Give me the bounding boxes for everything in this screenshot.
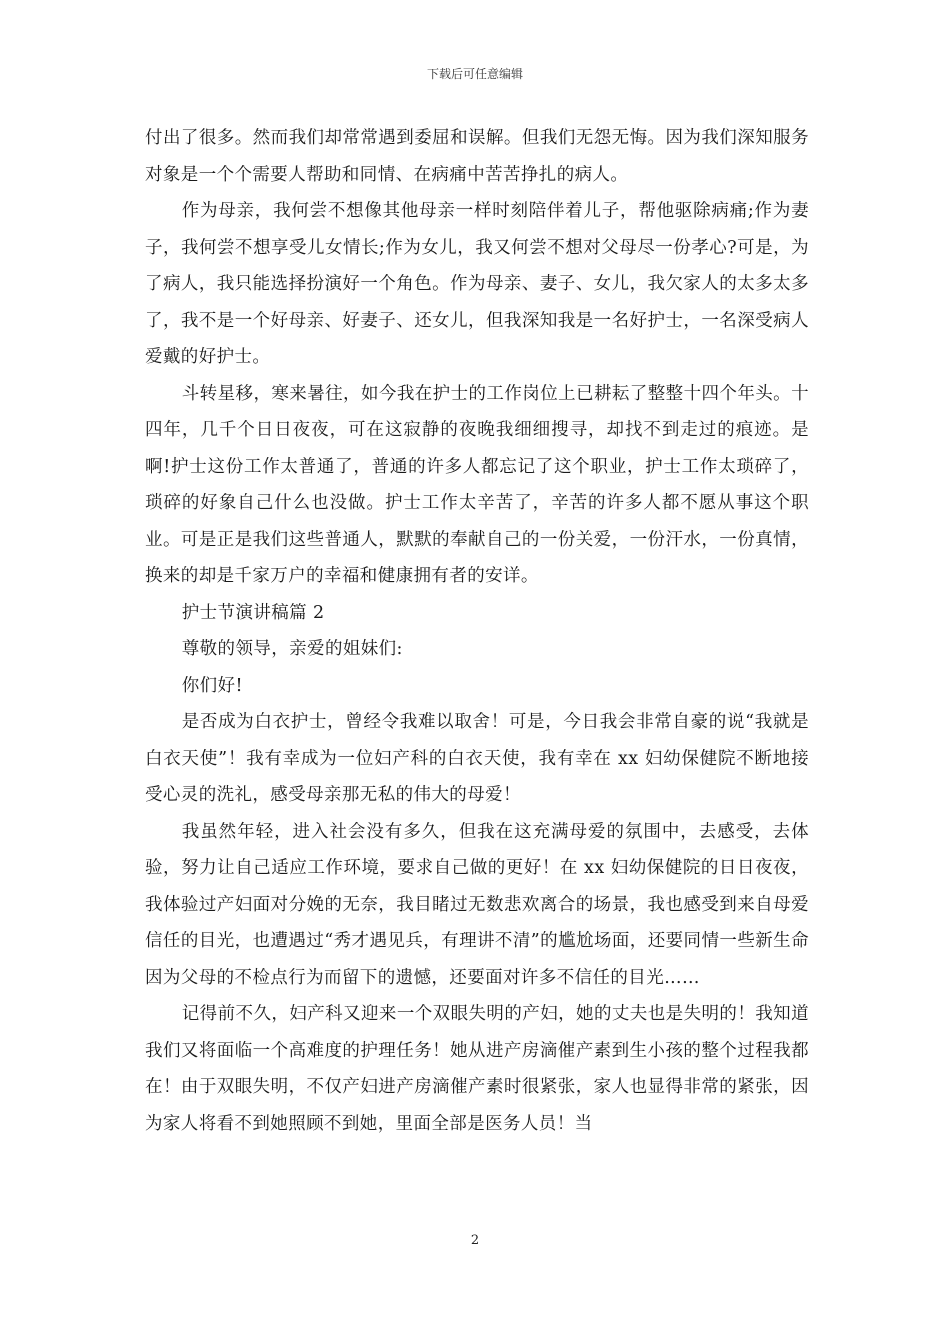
document-body [145, 120, 809, 1142]
paragraph: 记得前不久，妇产科又迎来一个双眼失明的产妇，她的丈夫也是失明的！我知道我们又将面临一个高难度的护理任务！她从进产房滴催产素到生小孩的整个过程我都在！由于双眼失明，不仅产妇进产房滴催产素时很紧张，家人也显得非常的紧张，因为家人将看不到她照顾不到她，里面全部是医务人员！当 [145, 1004, 809, 1134]
paragraph: 斗转星移，寒来暑往，如今我在护士的工作岗位上已耕耘了整整十四个年头。十四年，几千个日日夜夜，可在这寂静的夜晚我细细搜寻，却找不到走过的痕迹。是啊!护士这份工作太普通了，普通的许多人都忘记了这个职业，护士工作太琐碎了，琐碎的好象自己什么也没做。护士工作太辛苦了，辛苦的许多人都不愿从事这个职业。可是正是我们这些普通人，默默的奉献自己的一份关爱，一份汗水，一份真情，换来的却是千家万户的幸福和健康拥有者的安详。 [145, 383, 809, 586]
paragraph: 是否成为白衣护士，曾经令我难以取舍！可是，今日我会非常自豪的说“我就是白衣天使”！我有幸成为一位妇产科的白衣天使，我有幸在 xx 妇幼保健院不断地接受心灵的洗礼，感受母亲那无私的伟大的母爱！ [145, 712, 809, 805]
greeting: 你们好! [181, 675, 243, 696]
salutation: 尊敬的领导，亲爱的姐妹们: [181, 639, 403, 659]
paragraph: 我虽然年轻，进入社会没有多久，但我在这充满母爱的氛围中，去感受，去体验，努力让自己适应工作环境，要求自己做的更好！在 xx 妇幼保健院的日日夜夜，我体验过产妇面对分娩的无奈，我目睹过无数悲欢离合的场景，我也感受到来自母爱信任的目光，也遭遇过“秀才遇见兵，有理讲不清”的尴尬场面，还要同情一些新生命因为父母的不检点行为而留下的遗憾，还要面对许多不信任的目光…… [145, 821, 809, 988]
page-number: 2 [470, 1233, 480, 1248]
section-heading: 护士节演讲稿篇 2 [181, 602, 325, 623]
paragraph: 作为母亲，我何尝不想像其他母亲一样时刻陪伴着儿子，帮他驱除病痛;作为妻子，我何尝不想享受儿女情长;作为女儿，我又何尝不想对父母尽一份孝心?可是，为了病人，我只能选择扮演好一个角色。作为母亲、妻子、女儿，我欠家人的太多太多了，我不是一个好母亲、好妻子、还女儿，但我深知我是一名好护士，一名深受病人爱戴的好护士。 [145, 201, 809, 367]
page-header: 下载后可任意编辑 [426, 67, 523, 81]
paragraph: 付出了很多。然而我们却常常遇到委屈和误解。但我们无怨无悔。因为我们深知服务对象是一个个需要人帮助和同情、在病痛中苦苦挣扎的病人。 [145, 128, 809, 185]
